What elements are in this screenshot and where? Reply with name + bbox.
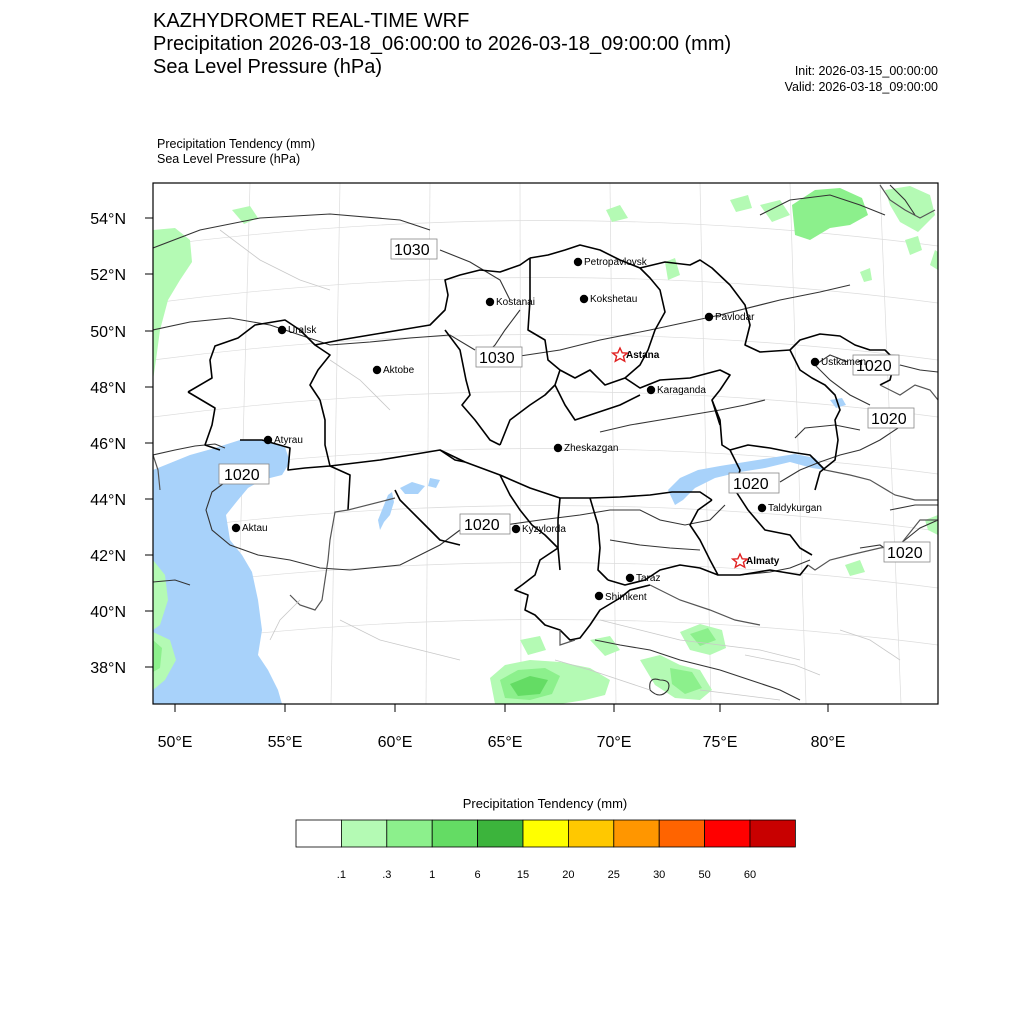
legend-swatch bbox=[523, 820, 568, 847]
svg-text:Petropavlovsk: Petropavlovsk bbox=[584, 257, 647, 268]
isobar-label bbox=[391, 239, 437, 259]
city-marker[interactable] bbox=[758, 503, 822, 514]
legend-label: 6 bbox=[474, 869, 481, 881]
legend-swatch bbox=[341, 820, 386, 847]
legend-label: 25 bbox=[607, 869, 620, 881]
svg-text:1020: 1020 bbox=[871, 411, 907, 428]
legend-swatch bbox=[750, 820, 795, 847]
svg-text:50°N: 50°N bbox=[90, 324, 126, 341]
isobar-label bbox=[868, 408, 914, 428]
svg-text:Taraz: Taraz bbox=[636, 573, 661, 584]
svg-text:Astana: Astana bbox=[626, 350, 660, 361]
legend-swatch bbox=[387, 820, 432, 847]
svg-text:1020: 1020 bbox=[856, 358, 892, 375]
svg-text:52°N: 52°N bbox=[90, 267, 126, 284]
svg-text:Shimkent: Shimkent bbox=[605, 592, 647, 603]
svg-text:1020: 1020 bbox=[464, 517, 500, 534]
svg-text:80°E: 80°E bbox=[810, 734, 846, 751]
legend-swatch bbox=[614, 820, 659, 847]
city-marker[interactable] bbox=[554, 443, 619, 454]
isobar-label bbox=[219, 464, 269, 484]
legend-swatch bbox=[432, 820, 477, 847]
city-marker[interactable] bbox=[574, 257, 648, 268]
isobar-label bbox=[460, 514, 510, 534]
svg-text:Taldykurgan: Taldykurgan bbox=[768, 503, 822, 514]
svg-text:Karaganda: Karaganda bbox=[657, 385, 706, 396]
svg-text:42°N: 42°N bbox=[90, 548, 126, 565]
legend-label: 1 bbox=[429, 869, 436, 881]
svg-text:Aktobe: Aktobe bbox=[383, 365, 415, 376]
svg-text:Aktau: Aktau bbox=[242, 523, 268, 534]
isobar-label bbox=[476, 347, 522, 367]
svg-text:70°E: 70°E bbox=[596, 734, 632, 751]
svg-text:1020: 1020 bbox=[224, 467, 260, 484]
field-label-slp: Sea Level Pressure (hPa) bbox=[157, 152, 301, 166]
isobar-labels-extra bbox=[884, 542, 930, 562]
legend-label: 15 bbox=[516, 869, 530, 881]
init-time: Init: 2026-03-15_00:00:00 bbox=[794, 64, 938, 78]
legend-swatch bbox=[568, 820, 613, 847]
legend-label: 30 bbox=[653, 869, 666, 881]
svg-text:48°N: 48°N bbox=[90, 380, 126, 397]
svg-text:1020: 1020 bbox=[887, 545, 923, 562]
field-label-precip: Precipitation Tendency (mm) bbox=[157, 137, 316, 151]
svg-text:50°E: 50°E bbox=[157, 734, 193, 751]
svg-text:65°E: 65°E bbox=[487, 734, 523, 751]
legend-colorbar bbox=[296, 820, 795, 847]
svg-text:1030: 1030 bbox=[394, 242, 430, 259]
map-subtitle-slp: Sea Level Pressure (hPa) bbox=[153, 56, 383, 78]
latitude-axis bbox=[90, 211, 153, 677]
svg-text:40°N: 40°N bbox=[90, 604, 126, 621]
isobar-label bbox=[729, 473, 779, 493]
svg-text:60°E: 60°E bbox=[377, 734, 413, 751]
legend-label: 20 bbox=[562, 869, 575, 881]
svg-text:55°E: 55°E bbox=[267, 734, 303, 751]
svg-text:Uralsk: Uralsk bbox=[288, 325, 317, 336]
isobar-label bbox=[884, 542, 930, 562]
svg-text:1020: 1020 bbox=[733, 476, 769, 493]
svg-text:54°N: 54°N bbox=[90, 211, 126, 228]
map-subtitle-precip: Precipitation 2026-03-18_06:00:00 to 2026-03-18_09:00:00 (mm) bbox=[153, 33, 732, 55]
svg-text:1030: 1030 bbox=[479, 350, 515, 367]
svg-text:Zheskazgan: Zheskazgan bbox=[564, 443, 619, 454]
legend-label: .1 bbox=[336, 869, 346, 881]
svg-text:Pavlodar: Pavlodar bbox=[715, 312, 755, 323]
svg-text:Ustkamen: Ustkamen bbox=[821, 357, 867, 368]
valid-time: Valid: 2026-03-18_09:00:00 bbox=[784, 80, 938, 94]
svg-text:46°N: 46°N bbox=[90, 436, 126, 453]
legend-swatch bbox=[705, 820, 750, 847]
svg-text:38°N: 38°N bbox=[90, 660, 126, 677]
legend-swatch bbox=[478, 820, 523, 847]
legend-label: 50 bbox=[698, 869, 711, 881]
svg-text:Atyrau: Atyrau bbox=[274, 435, 303, 446]
longitude-axis bbox=[158, 704, 846, 751]
svg-text:75°E: 75°E bbox=[702, 734, 738, 751]
map-title: KAZHYDROMET REAL-TIME WRF bbox=[153, 10, 470, 32]
legend bbox=[296, 796, 795, 881]
legend-title: Precipitation Tendency (mm) bbox=[462, 796, 628, 811]
svg-text:44°N: 44°N bbox=[90, 492, 126, 509]
legend-swatch bbox=[296, 820, 341, 847]
legend-labels bbox=[337, 869, 756, 881]
svg-text:Kyzylorda: Kyzylorda bbox=[522, 524, 566, 535]
svg-text:Almaty: Almaty bbox=[746, 556, 780, 567]
legend-swatch bbox=[659, 820, 704, 847]
legend-label: 60 bbox=[743, 869, 757, 881]
svg-text:Kokshetau: Kokshetau bbox=[590, 294, 638, 305]
svg-text:Kostanai: Kostanai bbox=[496, 297, 535, 308]
legend-label: .3 bbox=[382, 869, 392, 881]
